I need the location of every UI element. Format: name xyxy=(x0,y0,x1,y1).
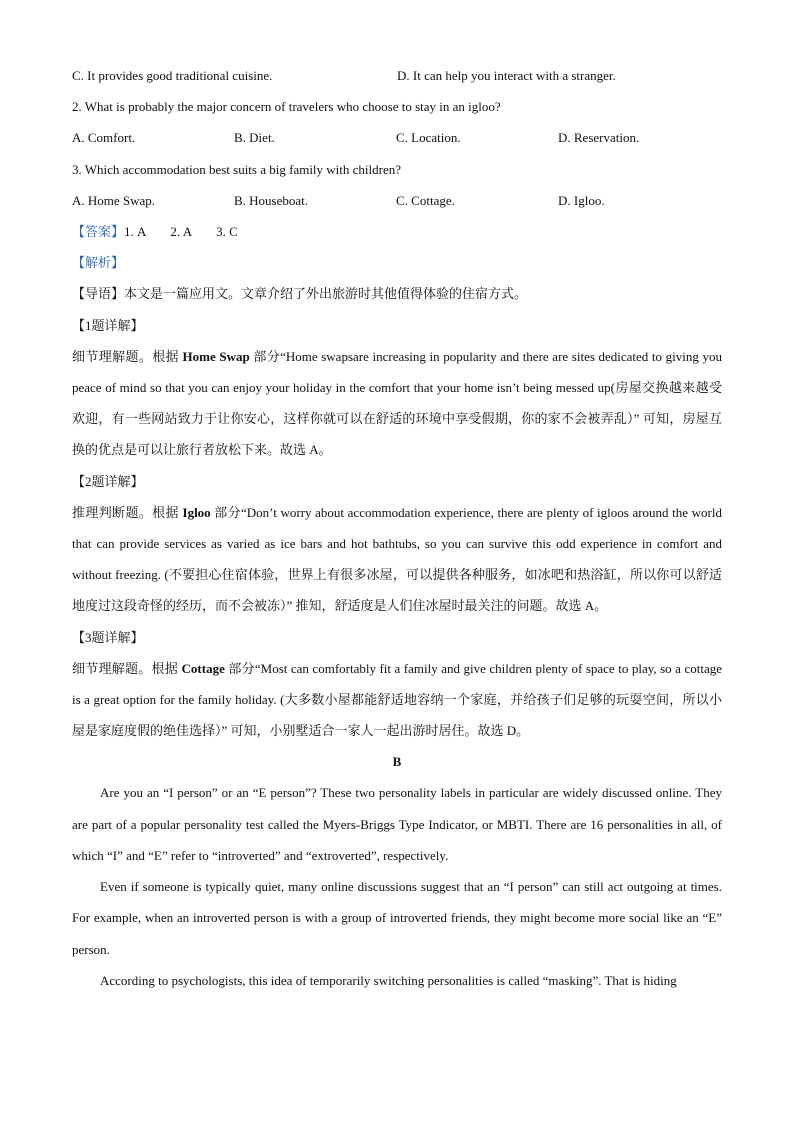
detail1-text xyxy=(72,341,722,466)
q2-option-a: A. Comfort. xyxy=(72,130,136,146)
q3-option-b: B. Houseboat. xyxy=(234,192,309,208)
detail1-label: 【1题详解】 xyxy=(72,317,144,333)
answer-2: 2. A xyxy=(170,223,193,239)
detail2-label: 【2题详解】 xyxy=(72,473,144,489)
answer-label: 【答案】 xyxy=(72,223,125,239)
q2-option-d: D. Reservation. xyxy=(558,130,640,146)
section-b-heading: B xyxy=(392,754,402,770)
q3-option-c: C. Cottage. xyxy=(396,192,455,208)
q1-option-c: C. It provides good traditional cuisine. xyxy=(72,68,273,83)
detail2-lead: 推理判断题。根据 xyxy=(72,504,183,520)
q1-options-row xyxy=(72,60,722,91)
detail1-keyword: Home Swap xyxy=(182,348,250,364)
document-page xyxy=(72,60,722,996)
detail3-text xyxy=(72,653,722,747)
detail3-lead: 细节理解题。根据 xyxy=(72,660,182,676)
q3-stem: 3. Which accommodation best suits a big family with children? xyxy=(72,161,402,177)
q3-option-d: D. Igloo. xyxy=(558,192,605,208)
detail1-body: 部分“Home swapsare increasing in popularity and there are sites dedicated to giving you peace of mind so that you can enjoy your holiday in the comfort that your home isn’t being messed up(房屋交换越来越受欢迎，有一些网站致力于让你安心，这样你就可以在舒适的环境中享受假期，你的家不会被弄乱）” 可知，房屋互换的优点是可以让旅行者放松下来。故选 A。 xyxy=(72,348,722,458)
passage-paragraph-2: Even if someone is typically quiet, many online discussions suggest that an “I person” can still act outgoing at times. For example, when an introverted person is with a group of introverted friends, they might become more social like an “E” person. xyxy=(72,879,722,957)
analysis-label: 【解析】 xyxy=(72,255,125,271)
q2-option-b: B. Diet. xyxy=(234,130,275,146)
detail1-lead: 细节理解题。根据 xyxy=(72,348,183,364)
intro-text: 【导语】本文是一篇应用文。文章介绍了外出旅游时其他值得体验的住宿方式。 xyxy=(72,286,528,302)
detail2-text xyxy=(72,497,722,622)
detail2-keyword: Igloo xyxy=(182,504,211,520)
q1-option-d: D. It can help you interact with a stranger. xyxy=(397,68,616,83)
q2-option-c: C. Location. xyxy=(396,130,461,146)
answer-1: 1. A xyxy=(124,223,147,239)
detail3-keyword: Cottage xyxy=(181,660,225,676)
q3-options-row xyxy=(72,185,722,216)
detail3-label: 【3题详解】 xyxy=(72,629,144,645)
passage-paragraph-1: Are you an “I person” or an “E person”? These two personality labels in particular are widely discussed online. They are part of a popular personality test called the Myers-Briggs Type Indicator, or MBTI. There are 16 personalities in all, of which “I” and “E” refer to “introverted” and “extroverted”, respectively. xyxy=(72,785,722,863)
passage-paragraph-3: According to psychologists, this idea of temporarily switching personalities is called “masking”. That is hiding xyxy=(100,972,677,988)
answer-3: 3. C xyxy=(216,223,238,239)
detail2-body: 部分“Don’t worry about accommodation experience, there are plenty of igloos around the world that can provide services as varied as ice bars and hot bathtubs, so you can survive this odd experience in comfort and without freezing. (不要担心住宿体验，世界上有很多冰屋，可以提供各种服务，如冰吧和热浴缸，所以你可以舒适地度过这段奇怪的经历，而不会被冻）” 推知，舒适度是人们住冰屋时最关注的问题。故选 A。 xyxy=(72,504,722,614)
q2-options-row xyxy=(72,122,722,153)
q3-option-a: A. Home Swap. xyxy=(72,192,156,208)
answer-line xyxy=(72,216,722,247)
q2-stem: 2. What is probably the major concern of travelers who choose to stay in an igloo? xyxy=(72,99,501,115)
detail3-body: 部分“Most can comfortably fit a family and give children plenty of space to play, so a cottage is a great option for the family holiday. (大多数小屋都能舒适地容纳一个家庭，并给孩子们足够的玩耍空间，所以小屋是家庭度假的绝佳选择）” 可知，小别墅适合一家人一起出游时居住。故选 D。 xyxy=(72,660,722,739)
